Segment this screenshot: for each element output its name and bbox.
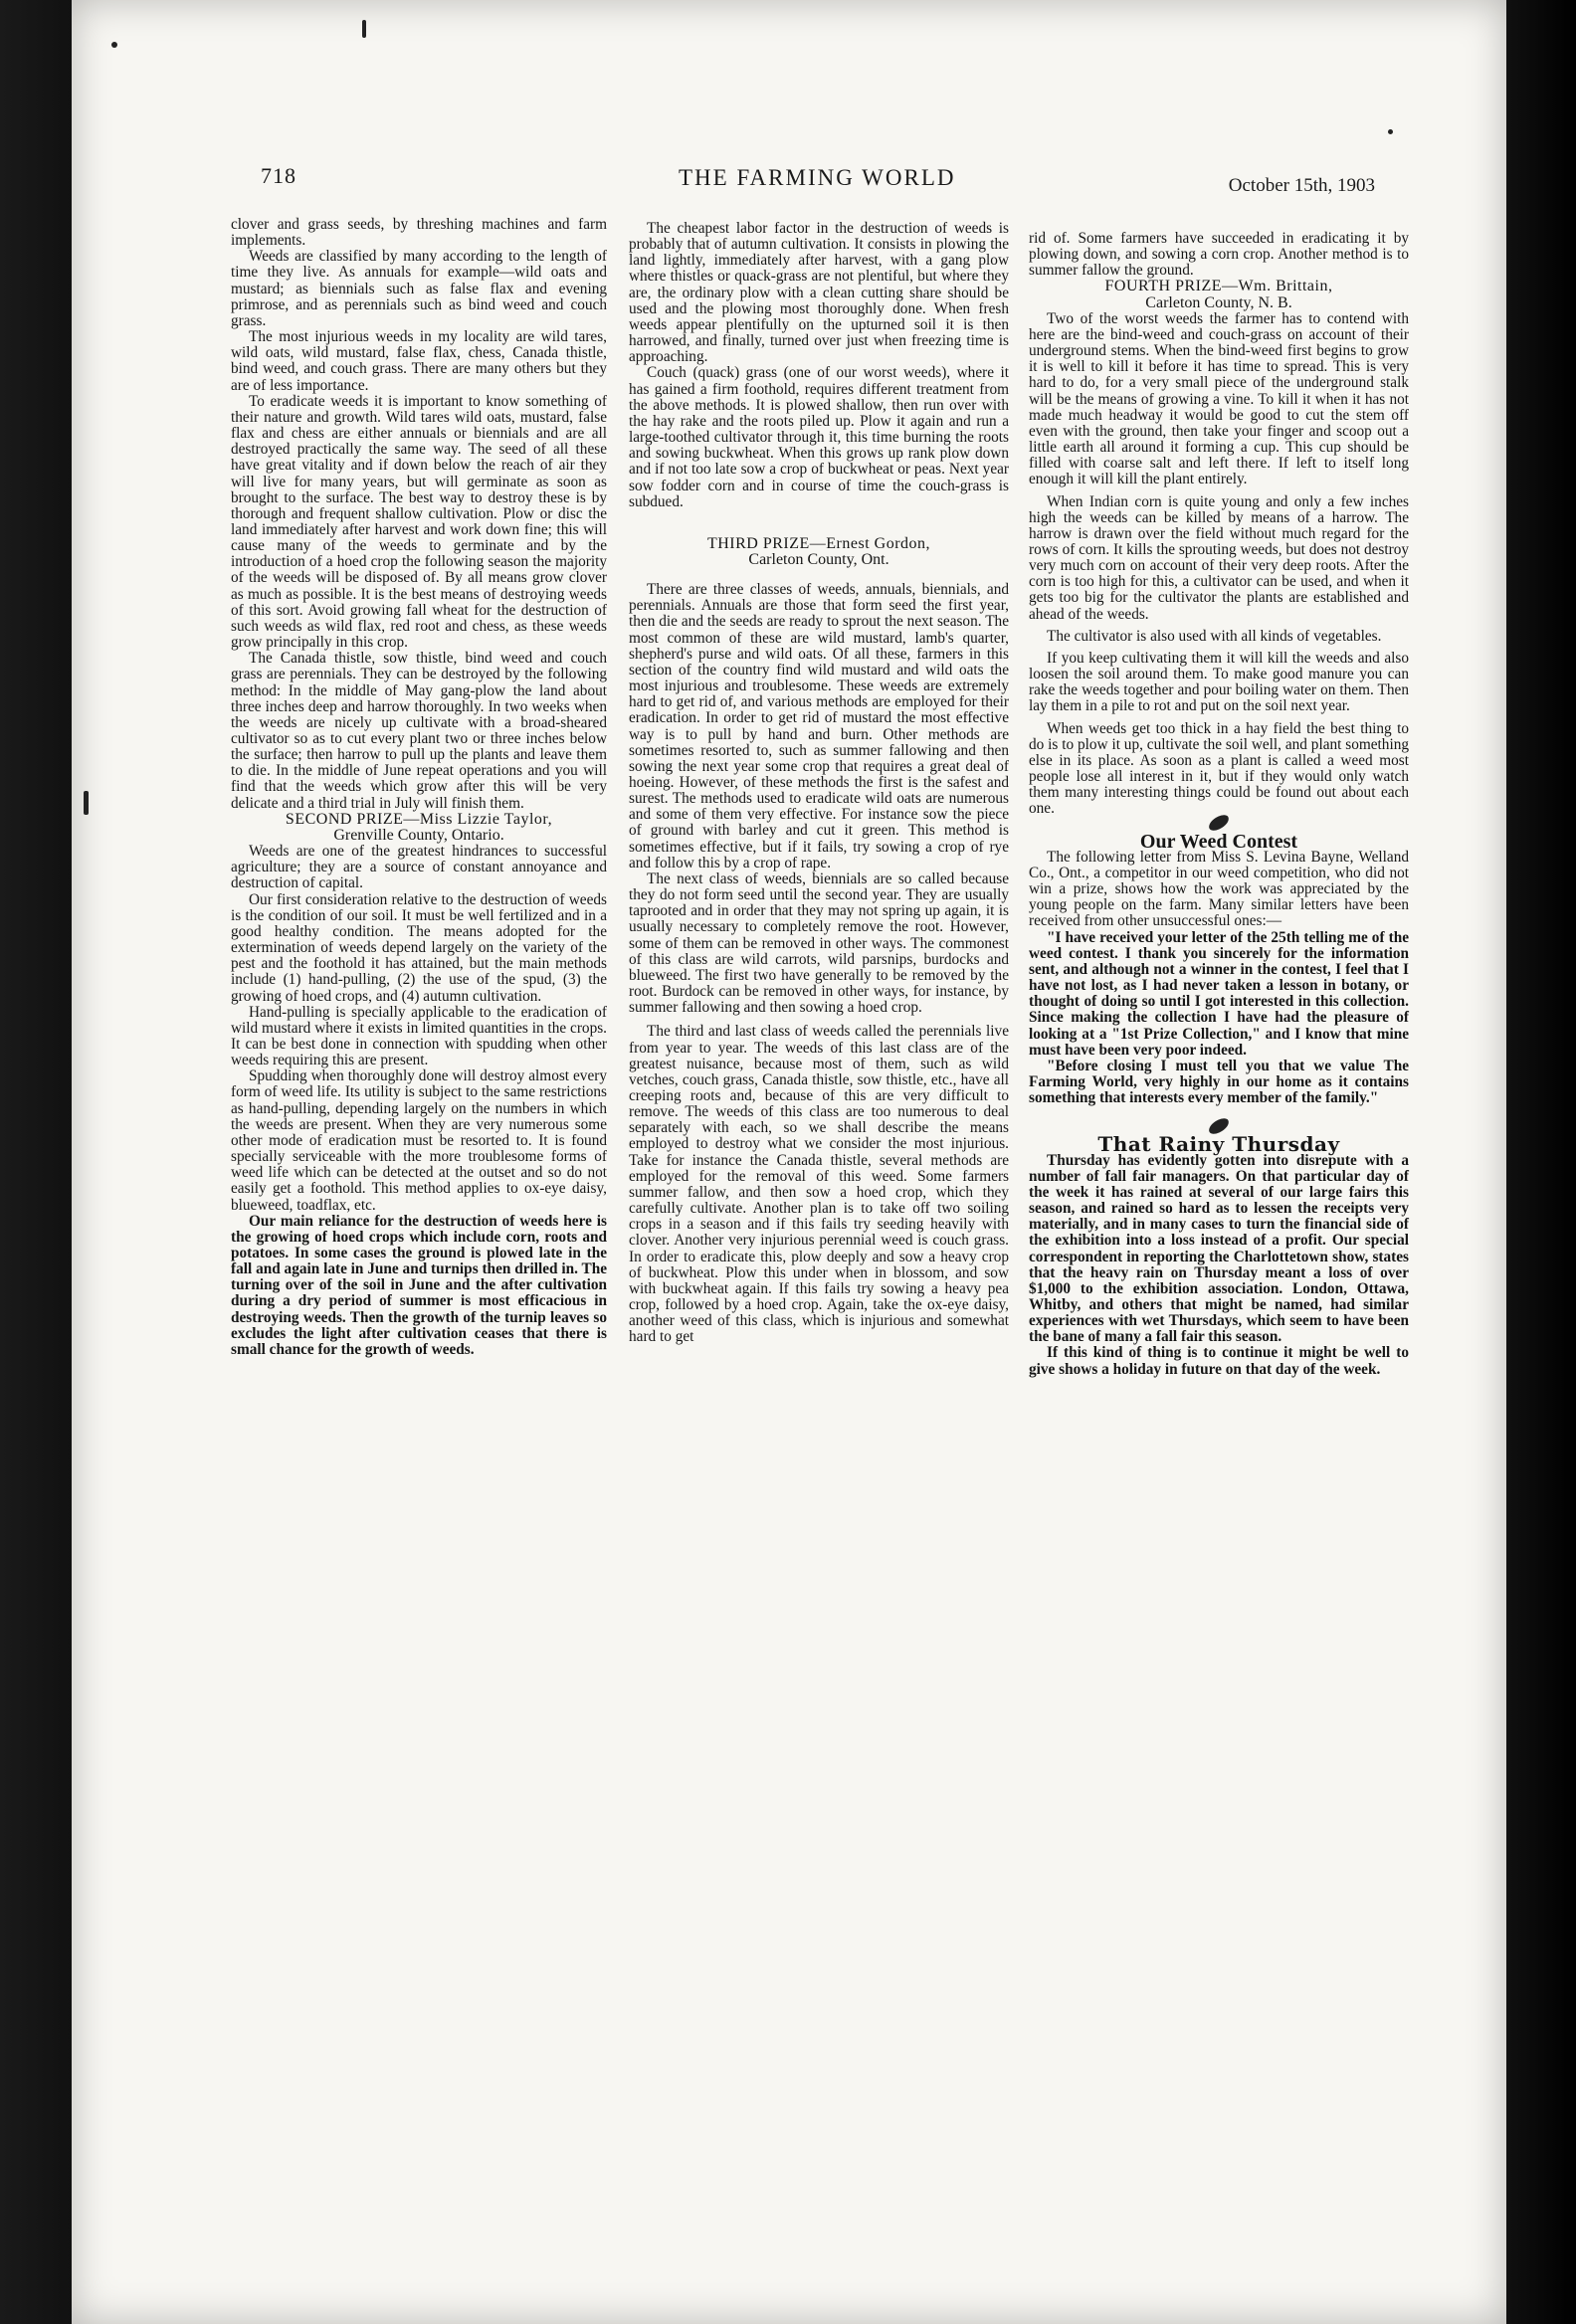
paragraph: Our first consideration relative to the destruction of weeds is the condition of our soil. It must be well fertilized and in a good healthy condition. The means adopted for the extermination of weeds depend largely on the variety of the pest and the foothold it has attained, but the main methods include (1) hand-pulling, (2) the use of the spud, (3) the growing of hoed crops, and (4) autumn cultivation.	[231, 890, 607, 1005]
paragraph: Weeds are one of the greatest hindrances to successful agriculture; they are a source of constant annoyance and destruction of capital.	[231, 843, 607, 892]
second-prize-heading: SECOND PRIZE—Miss Lizzie Taylor,	[285, 810, 553, 828]
paragraph: The Canada thistle, sow thistle, bind weed and couch grass are perennials. They can be destroyed by the following method: In the middle of May gang-plow the land about three inches deep and harrow thoroughly. In two weeks when the weeds are nicely up cultivate with a broad-sheared cultivator so as to cut every plant two or three inches below the surface; then harrow to pull up the plants and leave them to die. In the middle of June repeat operations and you will find that the weeds which grow after this will be very delicate and a third trial in July will finish them.	[231, 650, 607, 812]
paragraph: The next class of weeds, biennials are so called because they do not form seed until the second year. They are usually taprooted and in order that they may not spring up again, it is usually necessary to completely remove the root. However, some of them can be removed in other ways. The commonest of this class are wild carrots, wild parsnips, burdocks and blueweed. The first two have generally to be removed by the root. Burdock can be removed in other ways, for instance, by summer fallowing and then sowing a hoed crop.	[629, 870, 1009, 1017]
paragraph: To eradicate weeds it is important to know something of their nature and growth. Wild tares wild oats, mustard, false flax and chess are either annuals or biennials and are all destroyed practically the same way. The seed of all these have great vitality and if down below the reach of air they will live for many years, but will germinate as soon as brought to the surface. The best way to destroy these is by thorough and frequent shallow cultivation. Plow or disc the land immediately after harvest and work down fine; this will cause many of the weeds to germinate and by the introduction of a hoed crop the following season the majority of the weeds will be disposed of. By all means grow clover as much as possible. It is the best means of destroying weeds of this sort. Avoid growing fall wheat for the destruction of such weeds as wild flax, red root and chess, as these weeds grow principally in this crop.	[231, 392, 607, 652]
paragraph: Hand-pulling is specially applicable to the eradication of wild mustard where it exists in limited quantities in the crops. It can be best done in connection with spudding when other weeds requiring this are present.	[231, 1003, 607, 1069]
ink-speck	[1388, 129, 1393, 134]
third-prize-location: Carleton County, Ont.	[748, 550, 889, 568]
paragraph: Thursday has evidently gotten into disrepute with a number of fall fair managers. On that particular day of the week it has rained at several of our large fairs this season, and rained so hard as to lessen the receipts very materially, and in many cases to turn the financial side of the exhibition into a loss instead of a profit. Our special correspondent in reporting the Charlottetown show, states that the heavy rain on Thursday meant a loss of over $1,000 to the exhibition association. London, Ottawa, Whitby, and others that might be named, had similar experiences with wet Thursdays, which seem to have been the bane of many a fall fair this season.	[1029, 1151, 1409, 1346]
ink-speck	[111, 42, 117, 48]
ink-speck	[84, 791, 89, 815]
paragraph: Weeds are classified by many according to the length of time they live. As annuals for example—wild oats and mustard; as biennials such as false flax and evening primrose, and as perennials such as bind weed and couch grass.	[231, 248, 607, 329]
paragraph: The cheapest labor factor in the destruction of weeds is probably that of autumn cultivation. It consists in plowing the land lightly, immediately after harvest, with a gang plow where thistles or quack-grass are not plentiful, but where they are, the ordinary plow with a clean cutting share should be used and the plowing most thoroughly done. When fresh weeds appear plentifully on the upturned soil it is then harrowed, and finally, turned over just when freezing time is approaching.	[629, 220, 1009, 366]
paragraph: If this kind of thing is to continue it might be well to give shows a holiday in future on that day of the week.	[1029, 1344, 1409, 1378]
column-1	[231, 217, 607, 1358]
paragraph: When Indian corn is quite young and only a few inches high the weeds can be killed by means of a harrow. The harrow is drawn over the field without much regard for the rows of corn. It kills the sprouting weeds, but does not destroy very much corn on account of their very deep roots. After the corn is too high for this, a cultivator can be used, and when it gets too big for the cultivator the plants are established and ahead of the weeds.	[1029, 492, 1409, 623]
weed-contest-title: Our Weed Contest	[1139, 830, 1298, 853]
masthead-title: THE FARMING WORLD	[679, 165, 956, 190]
paragraph: clover and grass seeds, by threshing machines and farm implements.	[231, 216, 607, 250]
paragraph: The third and last class of weeds called the perennials live from year to year. The weeds of this last class are of the greatest nuisance, because most of them, such as wild vetches, couch grass, Canada thistle, sow thistle, etc., have all creeping roots and, because of this are very difficult to remove. The weeds of this class are too numerous to deal separately with each, so we shall describe the means employed to destroy what we consider the most injurious. Take for instance the Canada thistle, several methods are employed for the removal of this weed. Some farmers summer fallow, and then sow a hoed crop, which they carefully cultivate. Another plan is to take off two soiling crops in a season and if this fails try seeding heavily with clover. Another very injurious perennial weed is couch grass. In order to eradicate this, plow deeply and sow a heavy crop of buckwheat. Plow this under when in blossom, and sow with buckwheat again. If this fails try sowing a heavy pea crop, followed by a hoed crop. Again, take the ox-eye daisy, another weed of this class, which is injurious and somewhat hard to get	[629, 1023, 1009, 1346]
rainy-thursday-title: That Rainy Thursday	[1097, 1132, 1340, 1157]
third-prize-heading: THIRD PRIZE—Ernest Gordon,	[706, 534, 931, 552]
paragraph: Two of the worst weeds the farmer has to contend with here are the bind-weed and couch-grass on account of their underground stems. When the bind-weed first begins to grow it is well to kill it before it has time to spread. This is very hard to do, for a very small piece of the underground stalk will be the means of growing a vine. To kill it when it has not made much headway it would be good to cut the stem off even with the ground, then take your finger and scoop out a little earth all around it forming a cup. This cup should be filled with coarse salt and left there. If left to itself long enough it will kill the plant entirely.	[1029, 309, 1409, 488]
issue-date: October 15th, 1903	[1228, 175, 1375, 196]
quoted-letter: "I have received your letter of the 25th telling me of the weed contest. I thank you sincerely for the information sent, and although not a winner in the contest, I feel that I have not lost, as I had never taken a lesson in botany, or thought of doing so until I got interested in this collection. Since making the collection I have had the pleasure of looking at a "1st Prize Collection," and I know that mine must have been very poor indeed.	[1029, 928, 1409, 1059]
paragraph: There are three classes of weeds, annuals, biennials, and perennials. Annuals are those that form seed the first year, then die and the seeds are ready to sprout the next season. The most common of these are wild mustard, lamb's quarter, shepherd's purse and wild oats. Of all these, farmers in this section of the country find wild mustard and wild oats the most injurious and troublesome. These weeds are extremely hard to get rid of, and various methods are employed for their eradication. In order to get rid of mustard the most effective way is to pull by hand and burn. Other methods are sometimes resorted to, such as summer fallowing and then sowing the next year some crop that requires a great deal of hoeing. However, of these methods the first is the safest and surest. The methods used to eradicate wild oats are numerous and some of them very effective. For instance sow the piece of ground with barley and cut it green. This method is sometimes effective, but if it fails, try sowing a crop of rye and follow this by a crop of rape.	[629, 581, 1009, 872]
paragraph: Couch (quack) grass (one of our worst weeds), where it has gained a firm foothold, requires different treatment from the above methods. It is plowed shallow, then run over with the hay rake and the roots piled up. Plow it again and run a large-toothed cultivator through it, this time burning the roots and sowing buckwheat. When this grows up rank plow down and if not too late sow a crop of buckwheat or peas. Next year sow fodder corn and in course of time the couch-grass is subdued.	[629, 364, 1009, 510]
paragraph: Spudding when thoroughly done will destroy almost every form of weed life. Its utility is subject to the same restrictions as hand-pulling, depending largely on the numbers in which the weeds are present. When they are very numerous some other mode of eradication must be resorted to. It is found specially serviceable with the more troublesome forms of weed life which can be detected at the outset and so do not easily get a foothold. This method applies to ox-eye daisy, blueweed, toadflax, etc.	[231, 1067, 607, 1214]
second-prize-location: Grenville County, Ontario.	[333, 826, 504, 844]
paragraph: rid of. Some farmers have succeeded in eradicating it by plowing down, and sowing a corn crop. Another method is to summer fallow the ground.	[1029, 230, 1409, 280]
paragraph: The following letter from Miss S. Levina Bayne, Welland Co., Ont., a competitor in our weed competition, who did not win a prize, shows how the work was appreciated by the young people on the farm. Many similar letters have been received from other unsuccessful ones:—	[1029, 848, 1409, 930]
paragraph: Our main reliance for the destruction of weeds here is the growing of hoed crops which include corn, roots and potatoes. In some cases the ground is plowed late in the fall and again late in June and turnips then drilled in. The turning over of the soil in June and the after cultivation during a dry period of summer is most efficacious in destroying weeds. Then the growth of the turnip leaves so excludes the light after cultivation ceases that there is small chance for the growth of weeds.	[231, 1212, 607, 1358]
paragraph: The most injurious weeds in my locality are wild tares, wild oats, wild mustard, false flax, chess, Canada thistle, bind weed, and couch grass. There are many others but they are of less importance.	[231, 328, 607, 394]
column-2	[629, 221, 1009, 1345]
fourth-prize-location: Carleton County, N. B.	[1145, 293, 1292, 311]
paragraph: When weeds get too thick in a hay field the best thing to do is to plow it up, cultivate the soil well, and plant something else in its place. As soon as a plant is called a weed most people lose all interest in it, but if they would only watch them many interesting things could be found out about each one.	[1029, 719, 1409, 818]
quoted-letter: "Before closing I must tell you that we value The Farming World, very highly in our home as it contains something that interests every member of the family."	[1029, 1057, 1409, 1107]
ink-speck	[362, 20, 366, 38]
scan-right-edge	[1506, 0, 1576, 2324]
page-header	[261, 159, 1435, 199]
column-3	[1029, 231, 1409, 1378]
paragraph: If you keep cultivating them it will kill the weeds and also loosen the soil around them. To make good manure you can rake the weeds together and pour boiling water on them. Then lay them in a pile to rot and put on the soil next year.	[1029, 649, 1409, 715]
page-number: 718	[261, 163, 296, 188]
fourth-prize-heading: FOURTH PRIZE—Wm. Brittain,	[1104, 278, 1333, 295]
paragraph: The cultivator is also used with all kinds of vegetables.	[1047, 627, 1382, 645]
